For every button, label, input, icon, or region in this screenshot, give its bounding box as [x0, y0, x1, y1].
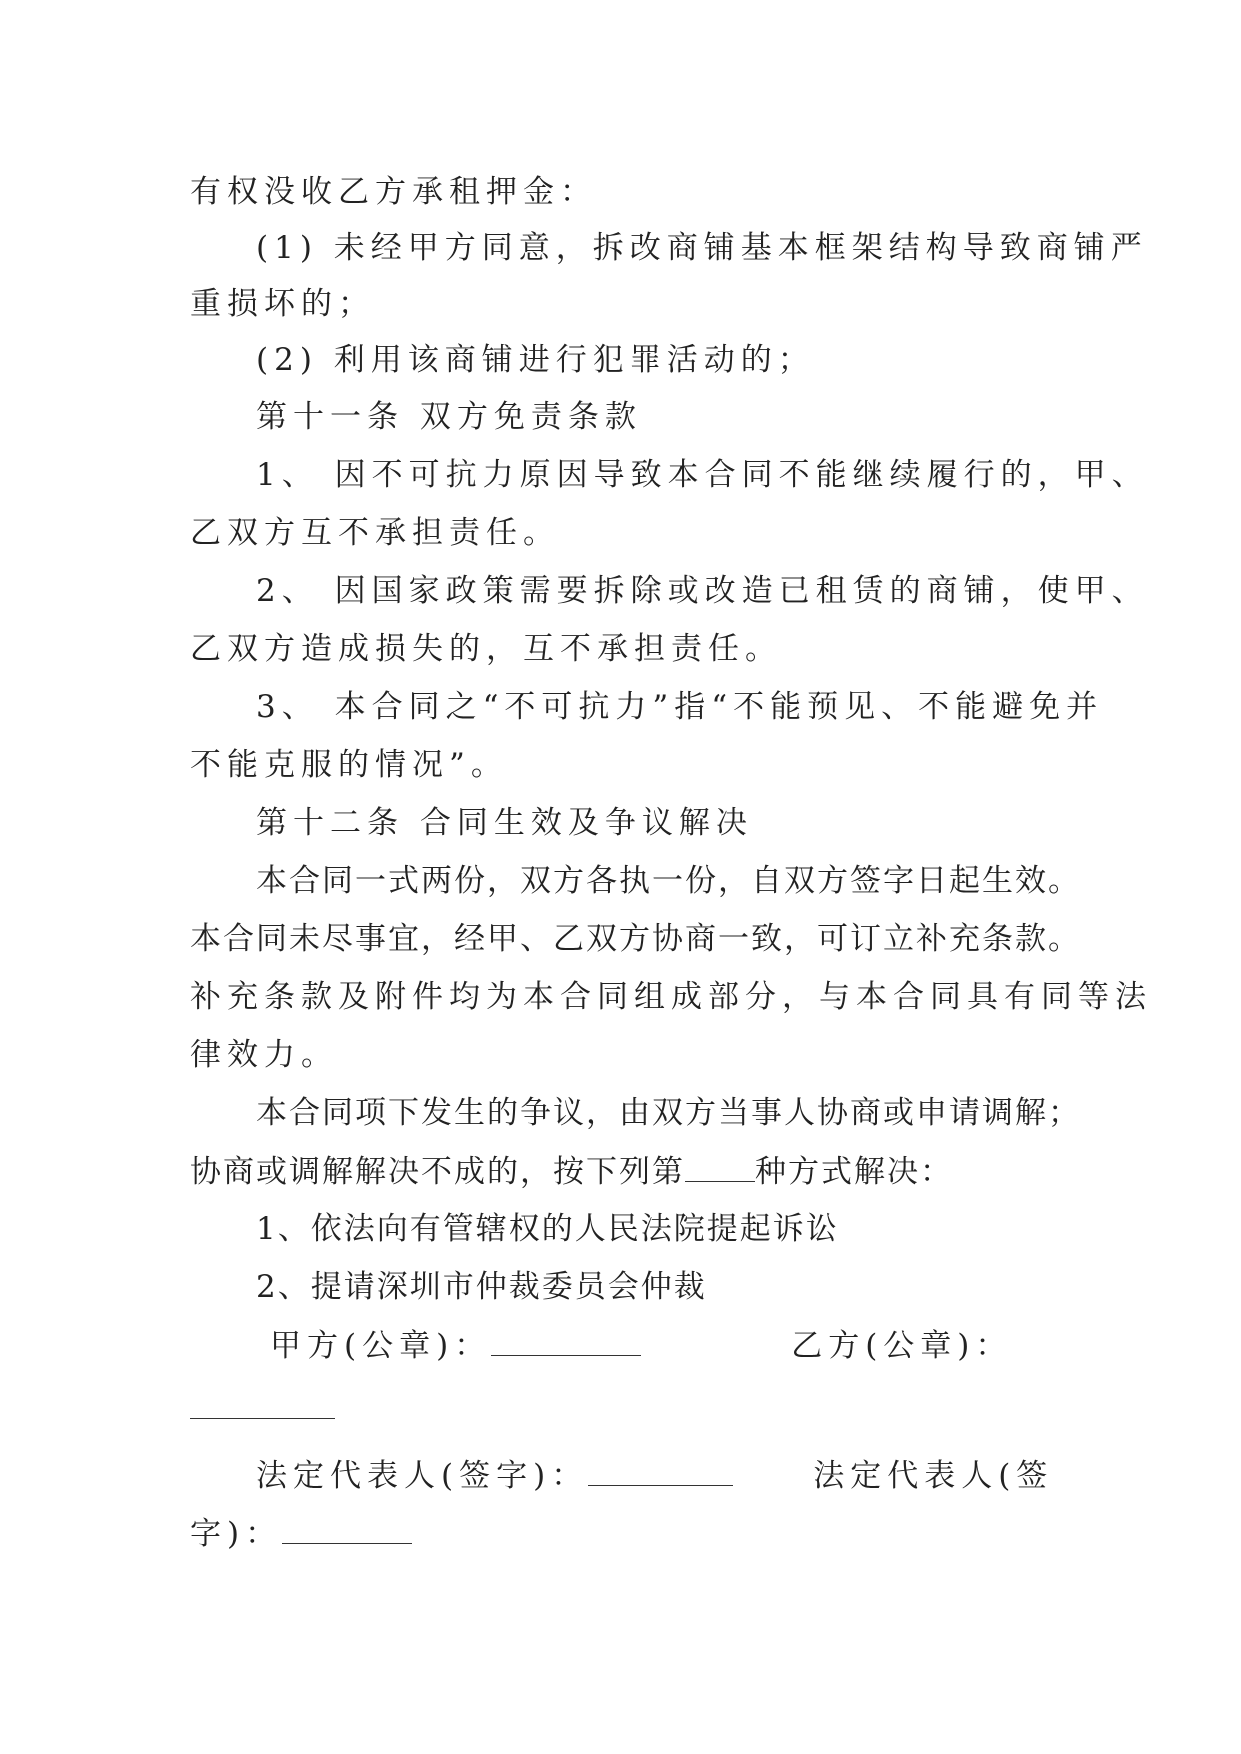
party-a-seal-field[interactable]: [491, 1325, 641, 1356]
text-line: 不能克服的情况”。: [190, 747, 508, 783]
list-item: 1、依法向有管辖权的人民法院提起诉讼: [256, 1211, 839, 1247]
party-a-label: 甲方(公章)：: [270, 1328, 492, 1364]
text-line: 本合同项下发生的争议，由双方当事人协商或申请调解；: [256, 1095, 1081, 1131]
text-line: (2) 利用该商铺进行犯罪活动的；: [256, 342, 815, 378]
party-b-seal-field[interactable]: [190, 1418, 335, 1419]
list-item: 2、提请深圳市仲裁委员会仲裁: [256, 1269, 707, 1305]
text-line: 乙双方互不承担责任。: [190, 515, 560, 551]
section-heading: 第十一条 双方免责条款: [256, 399, 642, 435]
text-line: 本合同未尽事宜，经甲、乙双方协商一致，可订立补充条款。: [190, 921, 1081, 957]
text-fragment: 协商或调解解决不成的，按下列第: [190, 1154, 685, 1190]
blank-field[interactable]: [685, 1151, 755, 1182]
party-b-label: 乙方(公章)：: [791, 1328, 1013, 1364]
signature-row: [256, 1455, 1136, 1496]
text-line: 有权没收乙方承租押金：: [190, 174, 597, 210]
text-line: (1) 未经甲方同意，拆改商铺基本框架结构导致商铺严: [256, 230, 1148, 266]
text-line: 重损坏的；: [190, 286, 375, 322]
signature-row: [270, 1325, 1150, 1366]
rep-b-label-cont: 字)：: [190, 1516, 283, 1552]
text-line: [190, 1151, 1070, 1192]
rep-a-label: 法定代表人(签字)：: [256, 1458, 589, 1494]
rep-a-sign-field[interactable]: [588, 1455, 733, 1486]
text-line: 补充条款及附件均为本合同组成部分，与本合同具有同等法: [190, 979, 1152, 1015]
rep-b-sign-field[interactable]: [282, 1513, 412, 1544]
text-line: 1、 因不可抗力原因导致本合同不能继续履行的，甲、: [256, 457, 1149, 493]
text-line: 律效力。: [190, 1037, 338, 1073]
text-line: 乙双方造成损失的，互不承担责任。: [190, 631, 782, 667]
rep-b-label: 法定代表人(签: [813, 1458, 1054, 1494]
signature-row: [190, 1513, 1070, 1554]
text-line: 本合同一式两份，双方各执一份，自双方签字日起生效。: [256, 863, 1081, 899]
text-fragment: 种方式解决：: [755, 1154, 953, 1190]
text-line: 2、 因国家政策需要拆除或改造已租赁的商铺，使甲、: [256, 573, 1149, 609]
section-heading: 第十二条 合同生效及争议解决: [256, 805, 753, 841]
text-line: 3、 本合同之“不可抗力”指“不能预见、不能避免并: [256, 689, 1104, 725]
